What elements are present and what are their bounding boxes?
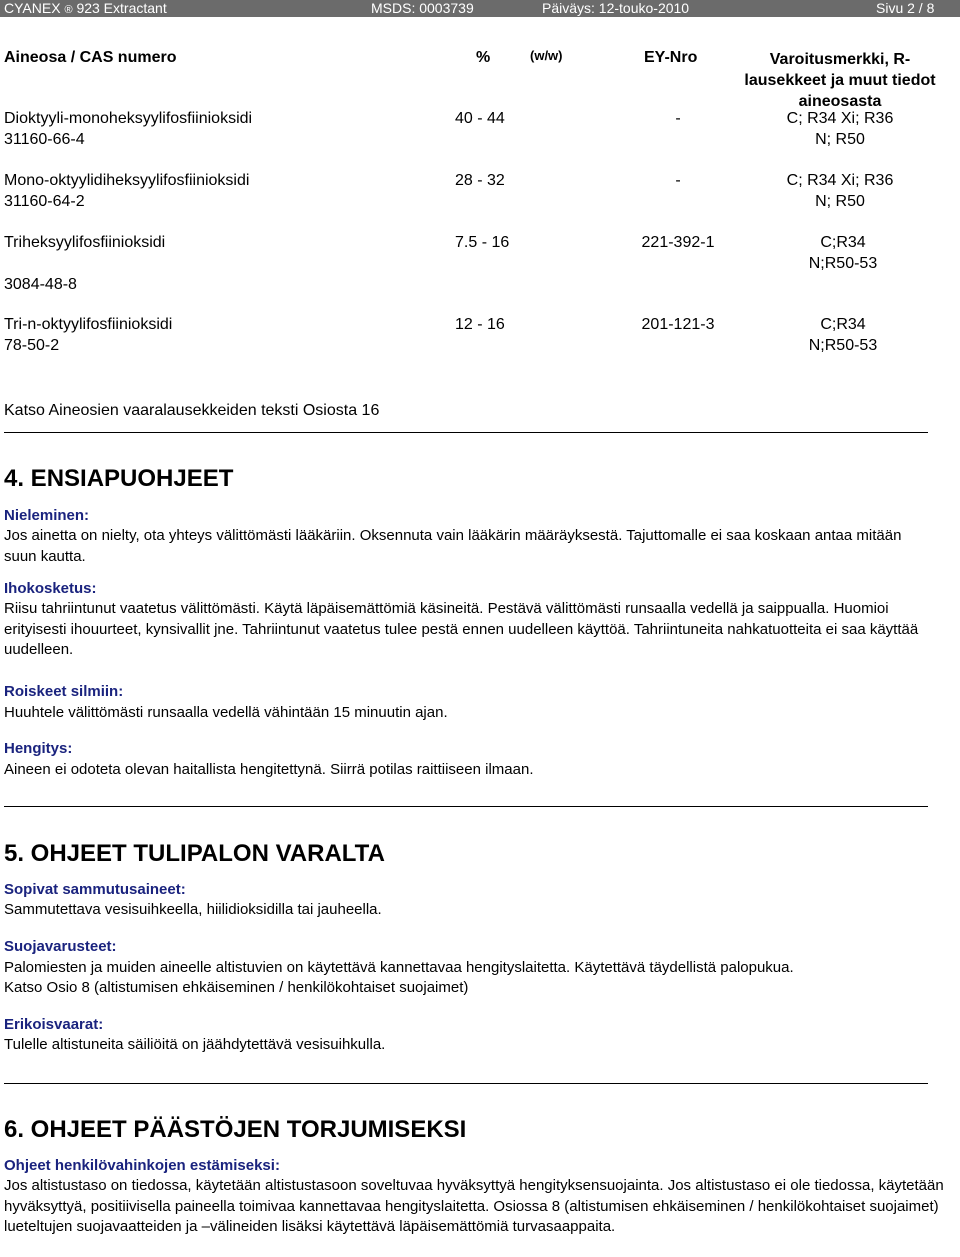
table-row-cas: 31160-66-4: [4, 131, 85, 148]
personal-precautions-text: Jos altistustaso on tiedossa, käytetään altistustasoon soveltuvaa hyväksyttyä hengityksensuojainta. Jos altistustaso ei ole tiedossa, käytetään hyväksyttyä, positiivisella paineella toimivaa kannettavaa hengityslaitetta. Osiossa 8 (altistumisen ehkäiseminen / henkilökohtaiset suojaimet) lueteltujen suojavaatteiden ja –välineiden lisäksi käytettävä läpäisemättömiä turvasaappaita.: [4, 1177, 944, 1235]
table-row-symbols-1: C; R34 Xi; R36: [786, 172, 894, 189]
table-row-symbols-2: N; R50: [815, 193, 865, 210]
col-header-percent: %: [476, 49, 491, 66]
ingestion-label: Nieleminen:: [4, 507, 90, 524]
eye-contact-label: Roiskeet silmiin:: [4, 683, 124, 700]
extinguishing-media-label: Sopivat sammutusaineet:: [4, 881, 186, 898]
protective-equipment-label: Suojavarusteet:: [4, 938, 117, 955]
table-row-name: Tri-n-oktyylifosfiinioksidi: [4, 316, 173, 333]
personal-precautions-label: Ohjeet henkilövahinkojen estämiseksi:: [4, 1157, 280, 1174]
table-row-symbols-1: C;R34: [820, 316, 866, 333]
page-header-bar: [0, 0, 960, 17]
table-row-cas: 78-50-2: [4, 337, 60, 354]
table-row-name: Triheksyylifosfiinioksidi: [4, 234, 166, 251]
special-hazards-label: Erikoisvaarat:: [4, 1016, 104, 1033]
table-row-symbols-1: C;R34: [820, 234, 866, 251]
revision-date: Päiväys: 12-touko-2010: [542, 0, 690, 16]
table-row-ec: -: [675, 110, 681, 127]
col-header-ec: EY-Nro: [644, 49, 698, 66]
table-row-cas: 3084-48-8: [4, 276, 77, 293]
skin-contact-text: Riisu tahriintunut vaatetus välittömästi. Käytä läpäisemättömiä käsineitä. Pestävä välittömästi runsaalla vedellä ja saippualla. Huomioi erityisesti ihouurteet, kynsivallit jne. Tahriintunut vaatetus tulee pestä ennen uudelleen käyttöä. Tahriintuneita nahkatuotteita ei saa käyttää uudelleen.: [4, 600, 919, 658]
table-row-symbols-1: C; R34 Xi; R36: [786, 110, 894, 127]
table-row-ec: -: [675, 172, 681, 189]
page-number: Sivu 2 / 8: [876, 0, 935, 16]
table-row-symbols-2: N;R50-53: [808, 255, 878, 272]
msds-number: MSDS: 0003739: [371, 0, 474, 16]
section-divider: [4, 432, 928, 433]
col-header-symbols-line3: aineosasta: [798, 93, 882, 110]
table-row-symbols-2: N;R50-53: [808, 337, 878, 354]
table-row-ec: 221-392-1: [641, 234, 715, 251]
composition-note: Katso Aineosien vaaralausekkeiden teksti Osiosta 16: [4, 402, 380, 419]
section6-title: 6. OHJEET PÄÄSTÖJEN TORJUMISEKSI: [4, 1116, 467, 1143]
col-header-ww: (w/w): [530, 48, 563, 63]
protective-equipment-text-1: Palomiesten ja muiden aineelle altistuvien on käytettävä kannettavaa hengityslaitetta. Käytettävä täydellistä palopukua.: [4, 959, 794, 976]
table-row-ec: 201-121-3: [641, 316, 715, 333]
section4-title: 4. ENSIAPUOHJEET: [4, 465, 234, 492]
table-row-cas: 31160-64-2: [4, 193, 85, 210]
product-name: 923 Extractant: [76, 0, 167, 16]
section-divider: [4, 1083, 928, 1084]
eye-contact-text: Huuhtele välittömästi runsaalla vedellä vähintään 15 minuutin ajan.: [4, 704, 448, 721]
product-brand: CYANEX: [4, 0, 61, 16]
table-row-percent: 12 - 16: [455, 316, 505, 333]
protective-equipment-text-2: Katso Osio 8 (altistumisen ehkäiseminen / henkilökohtaiset suojaimet): [4, 979, 469, 996]
inhalation-label: Hengitys:: [4, 740, 73, 757]
special-hazards-text: Tulelle altistuneita säiliöitä on jäähdytettävä vesisuihkulla.: [4, 1036, 386, 1053]
table-row-symbols-2: N; R50: [815, 131, 865, 148]
table-row-name: Mono-oktyylidiheksyylifosfiinioksidi: [4, 172, 250, 189]
ingestion-text: Jos ainetta on nielty, ota yhteys välittömästi lääkäriin. Oksennuta vain lääkärin määräyksestä. Tajuttomalle ei saa koskaan antaa mitään suun kautta.: [4, 527, 902, 565]
table-row-name: Dioktyyli-monoheksyylifosfiinioksidi: [4, 110, 253, 127]
inhalation-text: Aineen ei odoteta olevan haitallista hengitettynä. Siirrä potilas raittiiseen ilmaan.: [4, 761, 534, 778]
section-divider: [4, 806, 928, 807]
col-header-symbols-line1: Varoitusmerkki, R-: [769, 51, 911, 68]
col-header-symbols: [715, 49, 960, 112]
registered-mark: ®: [64, 4, 73, 16]
col-header-name: Aineosa / CAS numero: [4, 49, 177, 66]
col-header-symbols-line2: lausekkeet ja muut tiedot: [744, 72, 936, 89]
table-row-percent: 40 - 44: [455, 110, 505, 127]
extinguishing-media-text: Sammutettava vesisuihkeella, hiilidioksidilla tai jauheella.: [4, 901, 382, 918]
table-row-percent: 28 - 32: [455, 172, 505, 189]
skin-contact-label: Ihokosketus:: [4, 580, 97, 597]
section5-title: 5. OHJEET TULIPALON VARALTA: [4, 840, 385, 867]
table-row-percent: 7.5 - 16: [455, 234, 510, 251]
product-title: [4, 0, 167, 19]
